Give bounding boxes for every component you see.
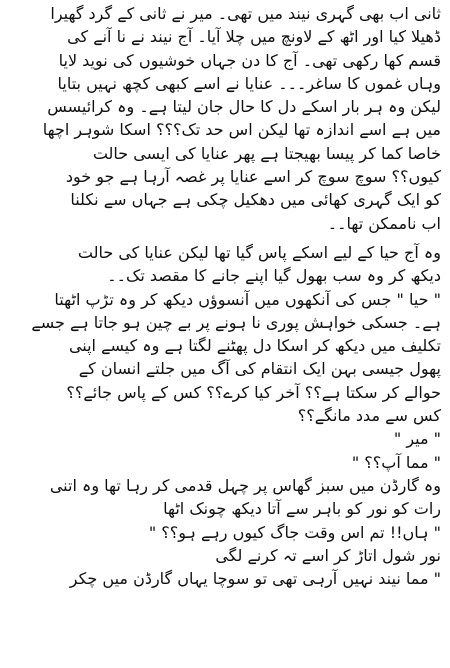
text-line: " مما آپ؟؟ " [351, 452, 441, 472]
text-line: اب ناممکن تھا۔۔ [327, 213, 441, 233]
text-line: دیکھ کر وہ سب بھول گیا اپنے جانے کا مقصد تک۔۔ [107, 266, 441, 286]
text-line: " حیا " جس کی آنکھوں میں آنسوؤں دیکھ کر وہ تڑپ اٹھتا [54, 289, 441, 309]
text-line: کیوں؟؟ سوچ سوچ کر اسے عنایا پر غصہ آرہا ہے جو خود [65, 167, 441, 187]
text-line: ثانی اب بھی گہری نیند میں تھی۔ میر نے ثانی کے گرد گھیرا [50, 4, 441, 23]
text-line: نور شول اتاڑ کر اسے تہ کرنے لگی [215, 545, 441, 565]
text-line: میں ہے اسے اندازہ تھا لیکن اس حد تک؟؟؟ اسکا شوہر اچھا [42, 120, 441, 140]
text-line: ڈھیلا کیا اور اٹھ کے لاونچ میں چلا آیا۔ آج نیند نے نا آنے کی [67, 27, 441, 47]
text-line: " میر " [393, 429, 441, 449]
text-line: رات کو نور کو باہر سے آتا دیکھ چونک اٹھا [163, 499, 441, 519]
text-line: تکلیف میں دیکھ کر اسکا دل پھٹنے لگتا ہے وہ کیسے اپنی [68, 336, 441, 356]
text-line: قسم کھا رکھی تھی۔ آج کا دن جہاں خوشیوں کی نوید لایا [58, 50, 441, 70]
text-line: خاصا کما کر پیسا بھیجتا ہے پھر عنایا کی ایسی حالت [92, 143, 441, 163]
text-line: لیکن وہ ہر بار اسکے دل کا حال جان لیتا ہے۔ وہ کرائیسس [47, 97, 441, 117]
text-line: وہاں غموں کا ساغر۔۔۔ عنایا نے اسے کبھی کچھ نہیں بتایا [57, 73, 441, 93]
text-line: وہ گارڈن میں سبز گھاس پر چہل قدمی کر رہا تھا وہ اتنی [49, 475, 441, 495]
text-line: " ہاں!! تم اس وقت جاگ کیوں رہے ہو؟؟ " [148, 522, 441, 542]
text-line: کو ایک گہری کھائی میں دھکیل چکی ہے جہاں سے نکلنا [70, 190, 441, 210]
text-line: ہے۔ جسکی خواہش پوری نا ہونے پر بے چین ہو جاتا ہے جسے [31, 312, 441, 332]
text-line: حوالے کر سکتا ہے؟؟ آخر کیا کرے؟؟ کس کے پاس جائے؟؟ [66, 382, 441, 402]
document-text [9, 2, 441, 590]
text-line: پھول جیسی بہن ایک انتقام کی آگ میں جلتے انسان کے [78, 359, 441, 379]
text-line: کس سے مدد مانگے؟؟ [297, 406, 441, 426]
text-line: " مما نیند نہیں آرہی تھی تو سوچا یہاں گارڈن میں چکر [69, 569, 441, 589]
text-line: وہ آج حیا کے لیے اسکے پاس گیا تھا لیکن عنایا کی حالت [77, 242, 441, 262]
